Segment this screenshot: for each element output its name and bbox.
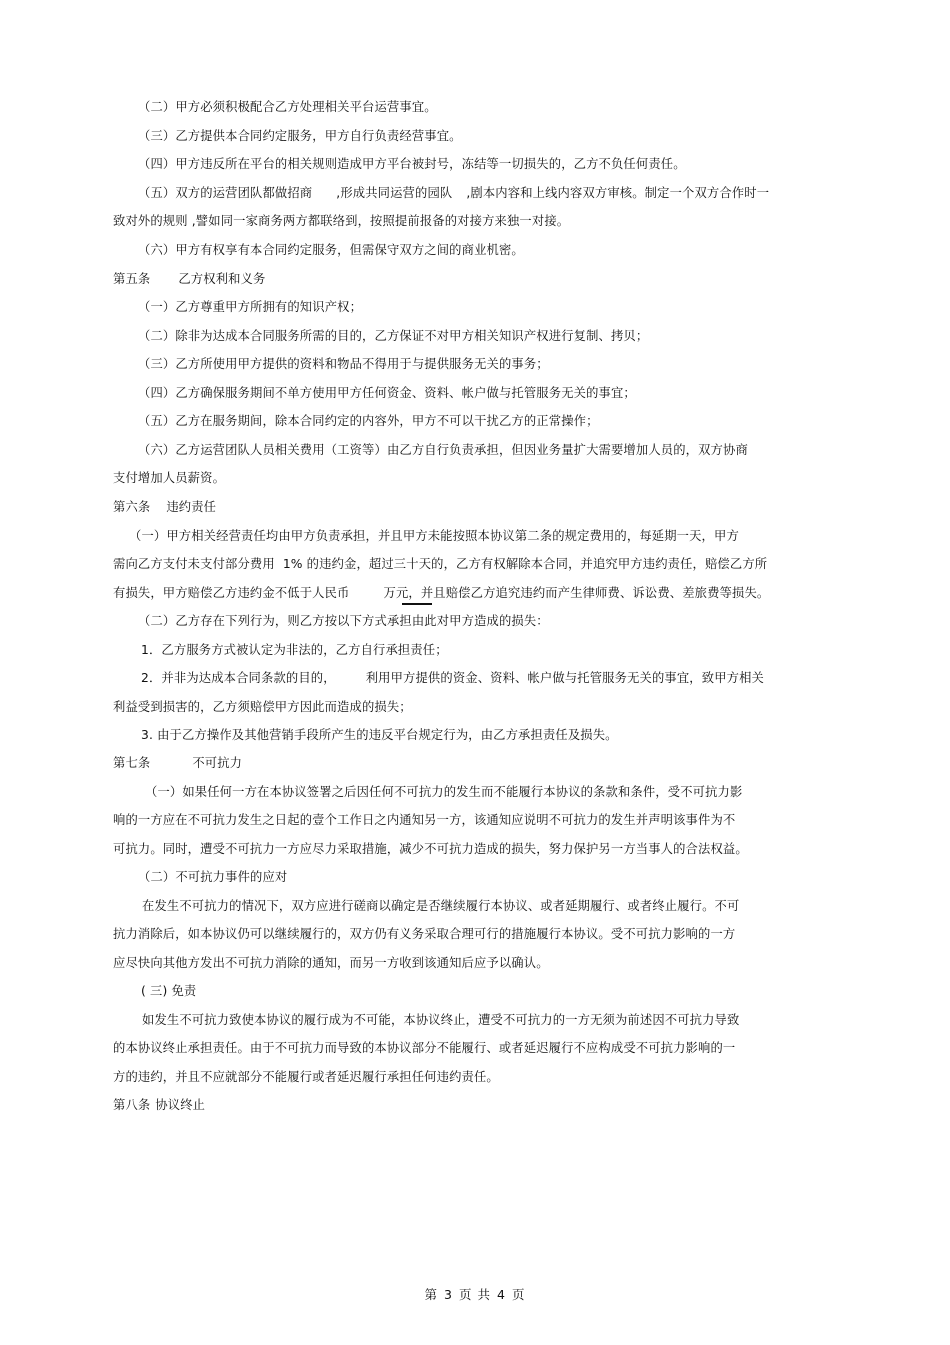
article-title: 乙方权利和义务 bbox=[178, 272, 266, 286]
paragraph bbox=[141, 670, 764, 686]
paragraph: （六）甲方有权享有本合同约定服务，但需保守双方之间的商业机密。 bbox=[138, 243, 524, 257]
paragraph: 在发生不可抗力的情况下，双方应进行磋商以确定是否继续履行本协议、或者延期履行、或者终止履行。不可 bbox=[142, 899, 740, 913]
paragraph: （三）乙方所使用甲方提供的资料和物品不得用于与提供服务无关的事务； bbox=[138, 357, 549, 371]
paragraph bbox=[113, 585, 769, 601]
text-segment: （五）双方的运营团队都做招商 bbox=[138, 186, 313, 200]
amount-blank-underline bbox=[402, 603, 432, 605]
article-title: 协议终止 bbox=[155, 1098, 206, 1112]
paragraph: （一）乙方尊重甲方所拥有的知识产权； bbox=[138, 300, 363, 314]
paragraph: （四）甲方违反所在平台的相关规则造成甲方平台被封号，冻结等一切损失的，乙方不负任何责任。 bbox=[138, 157, 686, 171]
footer-suffix: 页 bbox=[511, 1287, 526, 1302]
paragraph bbox=[138, 185, 769, 201]
article-number: 第五条 bbox=[113, 272, 151, 286]
paragraph bbox=[113, 556, 767, 572]
paragraph: （二）乙方存在下列行为，则乙方按以下方式承担由此对甲方造成的损失： bbox=[138, 614, 549, 628]
paragraph: （四）乙方确保服务期间不单方使用甲方任何资金、资料、帐户做与托管服务无关的事宜； bbox=[138, 386, 636, 400]
text-segment: 有损失，甲方赔偿乙方违约金不低于人民币 bbox=[113, 586, 350, 600]
footer-middle: 页 共 bbox=[459, 1287, 491, 1302]
article-heading bbox=[113, 1097, 205, 1113]
paragraph: （一）如果任何一方在本协议签署之后因任何不可抗力的发生而不能履行本协议的条款和条件，受不可抗力影 bbox=[145, 785, 743, 799]
text-segment: 利用甲方提供的资金、资料、帐户做与托管服务无关的事宜，致甲方相关 bbox=[365, 671, 764, 685]
paragraph: 方的违约，并且不应就部分不能履行或者延迟履行承担任何违约责任。 bbox=[113, 1070, 499, 1084]
paragraph: 抗力消除后，如本协议仍可以继续履行的，双方仍有义务采取合理可行的措施履行本协议。受不可抗力影响的一方 bbox=[113, 927, 736, 941]
paragraph: 应尽快向其他方发出不可抗力消除的通知，而另一方收到该通知后应予以确认。 bbox=[113, 956, 549, 970]
article-heading bbox=[113, 499, 216, 515]
article-title: 不可抗力 bbox=[192, 756, 243, 770]
article-number: 第七条 bbox=[113, 756, 151, 770]
article-number: 第八条 bbox=[113, 1098, 151, 1112]
article-title: 违约责任 bbox=[166, 500, 217, 514]
text-segment: ,剧本内容和上线内容双方审核。制定一个双方合作时一 bbox=[466, 186, 770, 200]
paragraph: （一）甲方相关经营责任均由甲方负责承担，并且甲方未能按照本协议第二条的规定费用的，每延期一天，甲方 bbox=[129, 529, 739, 543]
paragraph: 1．乙方服务方式被认定为非法的，乙方自行承担责任； bbox=[141, 643, 448, 657]
text-segment: 需向乙方支付未支付部分费用 bbox=[113, 557, 275, 571]
text-segment: 1% 的违约金，超过三十天的，乙方有权解除本合同，并追究甲方违约责任，赔偿乙方所 bbox=[282, 557, 768, 571]
paragraph: 利益受到损害的，乙方须赔偿甲方因此而造成的损失； bbox=[113, 700, 412, 714]
paragraph: 如发生不可抗力致使本协议的履行成为不可能，本协议终止，遭受不可抗力的一方无须为前述因不可抗力导致 bbox=[142, 1013, 740, 1027]
article-heading bbox=[113, 271, 265, 287]
paragraph: ( 三) 免责 bbox=[141, 984, 197, 998]
paragraph: 支付增加人员薪资。 bbox=[113, 471, 226, 485]
text-segment: ,形成共同运营的园队 bbox=[336, 186, 453, 200]
paragraph: （二）不可抗力事件的应对 bbox=[138, 870, 288, 884]
footer-prefix: 第 bbox=[424, 1287, 439, 1302]
paragraph: 3. 由于乙方操作及其他营销手段所产生的违反平台规定行为，由乙方承担责任及损失。 bbox=[141, 728, 618, 742]
page-footer bbox=[0, 1285, 950, 1303]
paragraph: 致对外的规则 ,譬如同一家商务两方都联络到，按照提前报备的对接方来独一对接。 bbox=[113, 214, 570, 228]
current-page-number: 3 bbox=[444, 1287, 453, 1302]
text-segment: 2．并非为达成本合同条款的目的， bbox=[141, 671, 336, 685]
total-pages-number: 4 bbox=[496, 1287, 506, 1302]
article-number: 第六条 bbox=[113, 500, 151, 514]
paragraph: 的本协议终止承担责任。由于不可抗力而导致的本协议部分不能履行、或者延迟履行不应构成受不可抗力影响的一 bbox=[113, 1041, 736, 1055]
paragraph: 响的一方应在不可抗力发生之日起的壹个工作日之内通知另一方，该通知应说明不可抗力的发生并声明该事件为不 bbox=[113, 813, 736, 827]
paragraph: （二）甲方必须积极配合乙方处理相关平台运营事宜。 bbox=[138, 100, 437, 114]
paragraph: （三）乙方提供本合同约定服务，甲方自行负责经营事宜。 bbox=[138, 129, 462, 143]
text-segment: 万元，并且赔偿乙方追究违约而产生律师费、诉讼费、差旅费等损失。 bbox=[383, 586, 770, 600]
article-heading bbox=[113, 755, 242, 771]
paragraph: 可抗力。同时，遭受不可抗力一方应尽力采取措施，减少不可抗力造成的损失，努力保护另一方当事人的合法权益。 bbox=[113, 842, 748, 856]
paragraph: （六）乙方运营团队人员相关费用（工资等）由乙方自行负责承担，但因业务量扩大需要增加人员的，双方协商 bbox=[138, 443, 748, 457]
paragraph: （五）乙方在服务期间，除本合同约定的内容外，甲方不可以干扰乙方的正常操作； bbox=[138, 414, 599, 428]
paragraph: （二）除非为达成本合同服务所需的目的，乙方保证不对甲方相关知识产权进行复制、拷贝； bbox=[138, 329, 649, 343]
